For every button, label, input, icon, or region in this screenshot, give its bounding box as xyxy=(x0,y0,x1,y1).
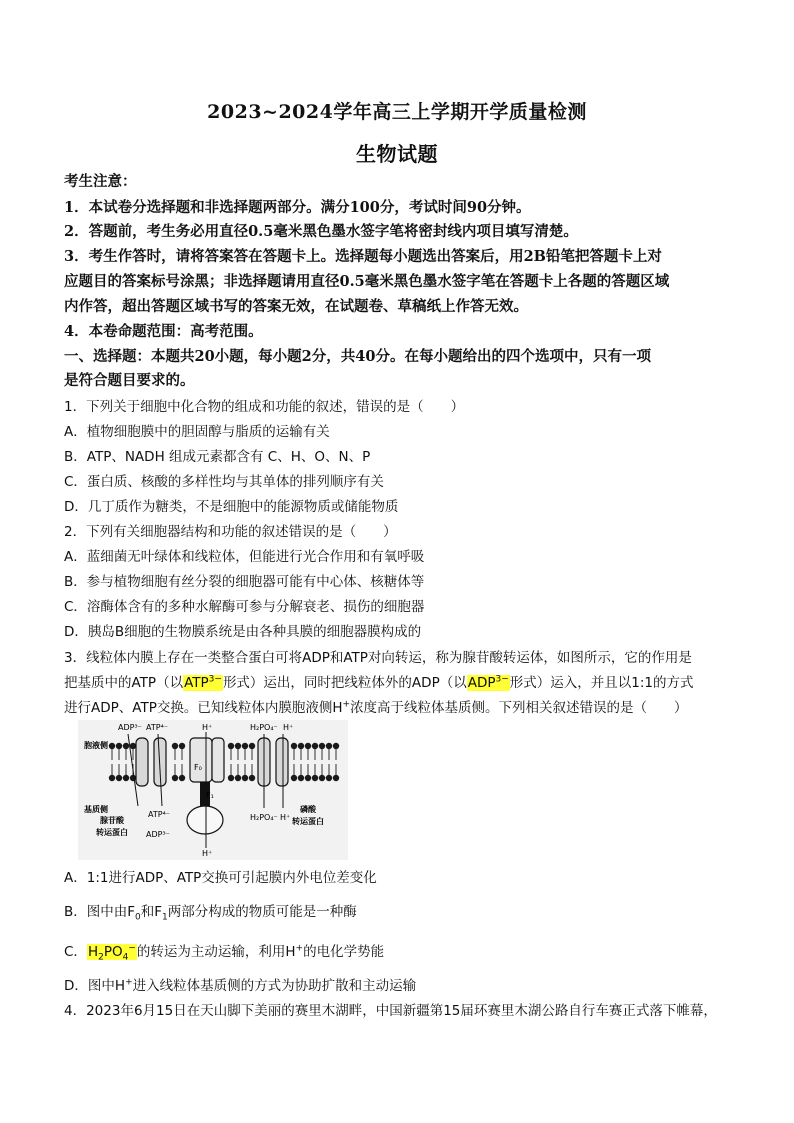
lipid-head xyxy=(249,743,255,749)
q3-option-d: D．图中H+进入线粒体基质侧的方式为协助扩散和主动运输 xyxy=(64,977,417,994)
notice-item-3-cont: 应题目的答案标号涂黑；非选择题请用直径0.5毫米黑色墨水签字笔在答题卡上各题的答题区域 xyxy=(64,273,670,290)
lipid-head xyxy=(249,775,255,781)
lipid-head xyxy=(333,775,339,781)
notice-item-3-cont2: 内作答，超出答题区域书写的答案无效，在试题卷、草稿纸上作答无效。 xyxy=(64,298,528,315)
q4-stem: 4．2023年6月15日在天山脚下美丽的赛里木湖畔，中国新疆第15届环赛里木湖公路自行车赛正式落下帷幕， xyxy=(64,1003,717,1019)
lipid-head xyxy=(326,743,332,749)
q3-stem-line1: 3．线粒体内膜上存在一类整合蛋白可将ADP和ATP对向转运，称为腺苷酸转运体，如图所示，它的作用是 xyxy=(64,650,692,666)
q3-option-c: C．$H_2PO_4^-$的转运为主动运输，利用H+的电化学势能 xyxy=(64,943,385,963)
section-heading: 一、选择题：本题共20小题，每小题2分，共40分。在每小题给出的四个选项中，只有一项 xyxy=(64,348,651,365)
label-h2po4-bottom: H₂PO₄⁻ xyxy=(250,813,278,822)
label-cytosol-side: 胞液侧 xyxy=(84,741,108,750)
notice-item-2: 2．答题前，考生务必用直径0.5毫米黑色墨水签字笔将密封线内项目填写清楚。 xyxy=(64,223,578,240)
lipid-head xyxy=(326,775,332,781)
q3-option-b: B．图中由$F_0$和$F_1$两部分构成的物质可能是一种酶 xyxy=(64,904,357,923)
q1-option-d: D．几丁质作为糖类，不是细胞中的能源物质或储能物质 xyxy=(64,499,399,515)
label-adenine: 腺苷酸 xyxy=(100,816,124,825)
q2-option-b: B．参与植物细胞有丝分裂的细胞器可能有中心体、核糖体等 xyxy=(64,574,425,590)
lipid-head xyxy=(109,775,115,781)
q3-stem-line2 xyxy=(64,673,744,693)
notice-item-1: 1．本试卷分选择题和非选择题两部分。满分100分，考试时间90分钟。 xyxy=(64,199,531,216)
lipid-head xyxy=(116,775,122,781)
lipid-head xyxy=(291,743,297,749)
lipid-head xyxy=(305,743,311,749)
lipid-head xyxy=(228,743,234,749)
f0-subunit-b xyxy=(212,738,224,782)
f0-subunit xyxy=(190,738,212,782)
label-f1: F₁ xyxy=(206,791,214,800)
adp-highlight: $ADP^{3-}$ xyxy=(467,674,509,691)
lipid-head xyxy=(179,775,185,781)
q2-option-d: D．胰岛B细胞的生物膜系统是由各种具膜的细胞器膜构成的 xyxy=(64,624,422,640)
section-heading-cont: 是符合题目要求的。 xyxy=(64,372,195,389)
lipid-head xyxy=(109,743,115,749)
q1-option-b: B．ATP、NADH 组成元素都含有 C、H、O、N、P xyxy=(64,449,371,465)
label-f0: F₀ xyxy=(194,763,202,772)
q3-text: 形式）运入，并且以1:1的方式 xyxy=(509,675,694,691)
label-adp-top: ADP³⁻ xyxy=(118,723,142,732)
lipid-head xyxy=(123,743,129,749)
exam-title: 2023~2024学年高三上学期开学质量检测 xyxy=(207,101,587,123)
lipid-head xyxy=(333,743,339,749)
notice-item-4: 4．本卷命题范围：高考范围。 xyxy=(64,323,263,340)
q2-stem: 2．下列有关细胞器结构和功能的叙述错误的是（ ） xyxy=(64,524,397,540)
lipid-head xyxy=(319,743,325,749)
mitochondria-membrane-figure xyxy=(78,720,348,860)
lipid-head xyxy=(130,743,136,749)
lipid-head xyxy=(312,743,318,749)
lipid-head xyxy=(235,775,241,781)
label-h2po4-top: H₂PO₄⁻ xyxy=(250,723,278,732)
notice-item-3: 3．考生作答时，请将答案答在答题卡上。选择题每小题选出答案后，用2B铅笔把答题卡上对 xyxy=(64,248,662,265)
label-matrix-side: 基质侧 xyxy=(84,805,108,814)
label-p-transporter: 转运蛋白 xyxy=(292,817,324,826)
q3-option-a: A．1:1进行ADP、ATP交换可引起膜内外电位差变化 xyxy=(64,870,377,886)
q3-text: 形式）运出，同时把线粒体外的ADP（以 xyxy=(222,675,467,691)
label-adp-bottom: ADP³⁻ xyxy=(146,830,170,839)
p-transporter-right xyxy=(276,738,288,786)
lipid-head xyxy=(235,743,241,749)
lipid-head xyxy=(312,775,318,781)
q3-stem-line3: 进行ADP、ATP交换。已知线粒体内膜胞液侧H+浓度高于线粒体基质侧。下列相关叙述错误的是（ ） xyxy=(64,699,688,716)
lipid-head xyxy=(319,775,325,781)
label-phosphate: 磷酸 xyxy=(300,805,316,814)
lipid-head xyxy=(291,775,297,781)
q1-option-a: A．植物细胞膜中的胆固醇与脂质的运输有关 xyxy=(64,424,330,440)
label-h-bottom-2: H⁺ xyxy=(280,813,291,822)
lipid-head xyxy=(228,775,234,781)
label-atp-bottom: ATP⁴⁻ xyxy=(148,810,170,819)
label-h-top-2: H⁺ xyxy=(283,723,294,732)
label-transporter: 转运蛋白 xyxy=(96,828,128,837)
lipid-head xyxy=(179,743,185,749)
lipid-head xyxy=(130,775,136,781)
q1-stem: 1．下列关于细胞中化合物的组成和功能的叙述，错误的是（ ） xyxy=(64,399,465,415)
lipid-head xyxy=(172,743,178,749)
lipid-head xyxy=(242,743,248,749)
label-h-bottom: H⁺ xyxy=(202,849,213,858)
q2-option-a: A．蓝细菌无叶绿体和线粒体，但能进行光合作用和有氧呼吸 xyxy=(64,549,425,565)
lipid-head xyxy=(123,775,129,781)
h2po4-highlight: $H_2PO_4^-$ xyxy=(87,943,136,963)
lipid-head xyxy=(298,775,304,781)
lipid-head xyxy=(298,743,304,749)
atp-highlight: $ATP^{3-}$ xyxy=(184,674,222,691)
q2-option-c: C．溶酶体含有的多种水解酶可参与分解衰老、损伤的细胞器 xyxy=(64,599,425,615)
lipid-head xyxy=(116,743,122,749)
subject-title: 生物试题 xyxy=(356,142,438,166)
label-atp-top: ATP⁴⁻ xyxy=(146,723,168,732)
notice-heading: 考生注意： xyxy=(64,173,137,190)
transporter-left-half xyxy=(136,738,148,786)
lipid-head xyxy=(242,775,248,781)
q3-text: 把基质中的ATP（以 xyxy=(64,675,184,691)
f1-head xyxy=(187,806,223,834)
lipid-head xyxy=(305,775,311,781)
q1-option-c: C．蛋白质、核酸的多样性均与其单体的排列顺序有关 xyxy=(64,474,384,490)
lipid-head xyxy=(172,775,178,781)
label-h-top: H⁺ xyxy=(202,723,213,732)
